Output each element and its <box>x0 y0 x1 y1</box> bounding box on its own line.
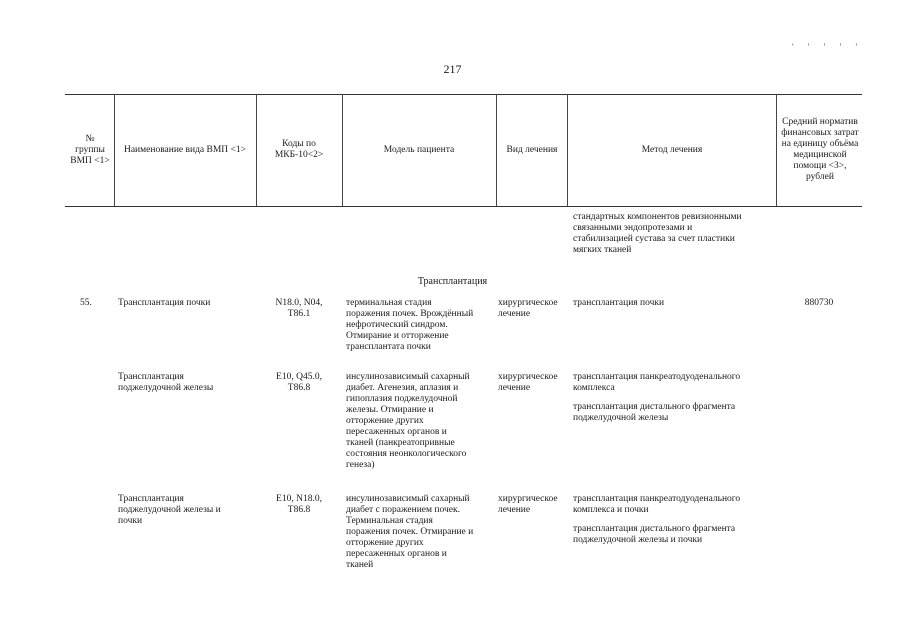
group-number: 55. <box>80 298 92 308</box>
patient-model-line: инсулинозависимый сахарный <box>346 494 470 504</box>
header-vmp-name: Наименование вида ВМП <1> <box>123 144 247 155</box>
icd-codes-line: T86.8 <box>287 383 311 393</box>
treatment-method-line: комплекса и почки <box>573 505 649 515</box>
patient-model-line: трансплантата почки <box>346 342 431 352</box>
icd-codes-line: T86.1 <box>287 309 311 319</box>
vmp-name-line: Трансплантация почки <box>118 298 211 308</box>
header-patient-model: Модель пациента <box>383 144 455 155</box>
patient-model <box>346 372 496 471</box>
header-divider <box>256 94 257 206</box>
icd-codes <box>260 372 338 394</box>
continuation-method <box>573 212 778 256</box>
vmp-name-line: Трансплантация <box>118 494 184 504</box>
patient-model-line: железы. Отмирание и <box>346 405 434 415</box>
patient-model-line: гипоплазия поджелудочной <box>346 394 458 404</box>
icd-codes-line: E10, Q45.0, <box>276 372 322 382</box>
patient-model-line: Терминальная стадия <box>346 516 433 526</box>
icd-codes-line: N18.0, N04, <box>275 298 323 308</box>
corner-marks: ' ' ' ' ' <box>792 42 864 52</box>
continuation-line: мягких тканей <box>573 245 632 255</box>
header-treatment-type: Вид лечения <box>506 144 558 155</box>
patient-model-line: диабет с поражением почек. <box>346 505 460 515</box>
patient-model-line: состояния неонкологического <box>346 449 467 459</box>
patient-model-line: пересаженных органов и <box>346 427 447 437</box>
vmp-name <box>118 494 254 527</box>
treatment-method-line: трансплантация почки <box>573 298 665 308</box>
treatment-type-line: лечение <box>498 383 531 393</box>
patient-model <box>346 494 496 571</box>
continuation-line: стабилизацией сустава за счет пластики <box>573 234 735 244</box>
patient-model-line: генеза) <box>346 460 375 470</box>
header-icd-codes: Коды по МКБ-10<2> <box>274 139 324 160</box>
vmp-name-line: почки <box>118 516 143 526</box>
icd-codes-line: T86.8 <box>287 505 311 515</box>
treatment-type-line: хирургическое <box>498 372 558 382</box>
continuation-line: связанными эндопротезами и <box>573 223 693 233</box>
treatment-method <box>573 494 778 546</box>
patient-model-line: отторжение других <box>346 538 424 548</box>
treatment-method <box>573 372 778 424</box>
header-divider <box>342 94 343 206</box>
patient-model <box>346 298 496 353</box>
patient-model-line: тканей <box>346 560 374 570</box>
treatment-method <box>573 298 778 309</box>
header-divider <box>776 94 777 206</box>
icd-codes <box>260 494 338 516</box>
treatment-type <box>498 494 568 516</box>
header-group-number: № группы ВМП <1> <box>70 133 110 166</box>
patient-model-line: диабет. Агенезия, аплазия и <box>346 383 459 393</box>
header-bottom-rule <box>65 206 862 207</box>
vmp-name <box>118 372 254 394</box>
treatment-method-line: трансплантация дистального фрагмента <box>573 402 736 412</box>
header-divider <box>114 94 115 206</box>
treatment-method-line: трансплантация дистального фрагмента <box>573 524 736 534</box>
patient-model-line: нефротический синдром. <box>346 320 448 330</box>
patient-model-line: инсулинозависимый сахарный <box>346 372 470 382</box>
vmp-name-line: поджелудочной железы и <box>118 505 221 515</box>
treatment-type <box>498 372 568 394</box>
patient-model-line: поражения почек. Врождённый <box>346 309 474 319</box>
header-treatment-method: Метод лечения <box>641 144 703 155</box>
treatment-type-line: лечение <box>498 505 531 515</box>
header-divider <box>567 94 568 206</box>
treatment-method-line: трансплантация панкреатодуоденального <box>573 372 741 382</box>
vmp-name <box>118 298 254 309</box>
treatment-type <box>498 298 568 320</box>
header-divider <box>496 94 497 206</box>
icd-codes <box>260 298 338 320</box>
patient-model-line: пересаженных органов и <box>346 549 447 559</box>
patient-model-line: отторжение других <box>346 416 424 426</box>
section-title: Трансплантация <box>417 276 488 287</box>
treatment-type-line: лечение <box>498 309 531 319</box>
vmp-name-line: Трансплантация <box>118 372 184 382</box>
page-number: 217 <box>443 62 462 76</box>
icd-codes-line: E10, N18.0, <box>276 494 322 504</box>
treatment-type-line: хирургическое <box>498 298 558 308</box>
patient-model-line: терминальная стадия <box>346 298 432 308</box>
continuation-line: стандартных компонентов ревизионными <box>573 212 742 222</box>
patient-model-line: поражения почек. Отмирание и <box>346 527 474 537</box>
treatment-method-line: комплекса <box>573 383 615 393</box>
patient-model-line: Отмирание и отторжение <box>346 331 449 341</box>
vmp-name-line: поджелудочной железы <box>118 383 214 393</box>
header-average-cost: Средний норматив финансовых затрат на единицу объёма медицинской помощи <3>, рублей <box>781 117 859 182</box>
treatment-method-line: поджелудочной железы <box>573 413 669 423</box>
average-cost: 880730 <box>804 298 834 308</box>
treatment-type-line: хирургическое <box>498 494 558 504</box>
patient-model-line: тканей (панкреатопривные <box>346 438 455 448</box>
treatment-method-line: поджелудочной железы и почки <box>573 535 703 545</box>
treatment-method-line: трансплантация панкреатодуоденального <box>573 494 741 504</box>
